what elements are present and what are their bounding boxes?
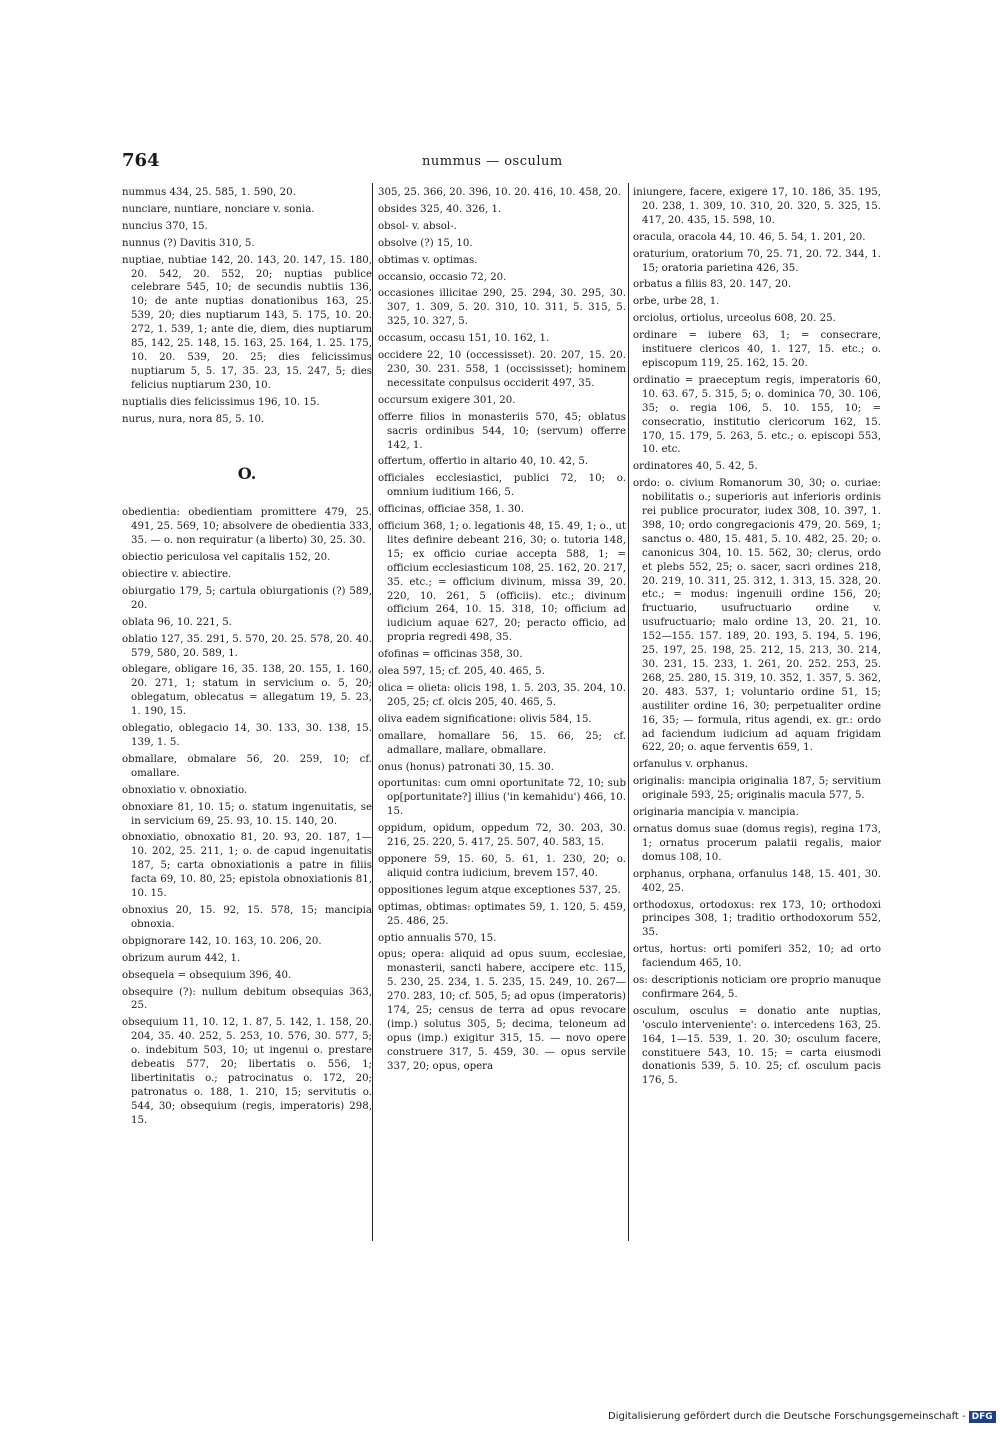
index-entry: officium 368, 1; o. legationis 48, 15. 49, 1; o., ut lites definire debeant 216, 30; o. tutoria 148, 15; ex officio curiae accepta 588, 1; = officium ecclesiasticum 108, 25. 162, 20. 217, 35. etc.; = officium divinum, missa 39, 20. 220, 10. 261, 5 (officiis). etc.; divinum officium 264, 10. 15. 318, 10; officium ad iudicium aquae 627, 20; peracto officio, ad propria regredi 498, 35. (378, 521, 627, 644)
index-entry: iniungere, facere, exigere 17, 10. 186, 35. 195, 20. 238, 1. 309, 10. 310, 20. 320, 5. 325, 15. 417, 20. 435, 15. 598, 10. (633, 187, 881, 226)
index-entry: oppositiones legum atque exceptiones 537, 25. (378, 884, 621, 896)
index-entry: orfanulus v. orphanus. (633, 759, 749, 771)
section-letter: O. (237, 463, 257, 483)
index-entry: oportunitas: cum omni oportunitate 72, 10; sub op[portunitate?] illius ('in kemahidu') 466, 10. 15. (378, 778, 626, 818)
index-entry: orphanus, orphana, orfanulus 148, 15. 401, 30. 402, 25. (633, 868, 881, 894)
index-entry: olica = olieta: olicis 198, 1. 5. 203, 35. 204, 10. 205, 25; cf. olcis 205, 40. 465, 5. (378, 683, 626, 708)
index-entry: ornatus domus suae (domus regis), regina 173, 1; ornatus procerum palatii regalis, maior domus 108, 10. (633, 823, 881, 863)
index-entry: offerre filios in monasteriis 570, 45; oblatus sacris ordinibus 544, 10; (servum) offerre 142, 1. (378, 411, 626, 451)
index-entry: obrizum aurum 442, 1. (122, 952, 241, 964)
index-entry: ordo: o. civium Romanorum 30, 30; o. curiae: nobilitatis o.; superioris aut inferioris ordinis rei publice procurator, iudex 308, 10. 397, 1. 398, 10; ordo congregacionis 479, 20. 569, 1; sanctus o. 480, 15. 481, 5. 10. 482, 25. 20; o. canonicus 304, 10. 15. 562, 30; clerus, ordo et plebs 552, 25; o. sacer, sacri ordines 218, 20. 219, 10. 311, 25. 312, 1. 313, 15. 328, 20. etc.; = modus: ingenuili ordine 156, 20; fructuario, usufructuario ordine v. usufructuario; malo ordine 13, 20. 21, 10. 152—155. 157. 189, 20. 193, 5. 194, 5. 196, 25. 197, 25. 198, 25. 212, 15. 213, 30. 214, 30. 231, 15. 233, 1. 261, 20. 252. 253, 25. 268, 25. 280, 15. 319, 10. 352, 1. 357, 5. 362, 20. 483. 537, 1; voluntario ordine 51, 15; austiliter ordine 16, 30; perpetualiter ordine 16, 35; — formula, ritus agendi, ex. gr.: ordo ad faciendum iudicium ad aquam frigidam 622, 20; o. aque ferventis 659, 1. (633, 478, 881, 754)
index-entry: officiales ecclesiastici, publici 72, 10; o. omnium iuditium 166, 5. (378, 473, 626, 499)
index-entry: ordinatores 40, 5. 42, 5. (633, 461, 758, 473)
index-entry: orciolus, ortiolus, urceolus 608, 20. 25. (633, 313, 836, 325)
index-entry: oblegare, obligare 16, 35. 138, 20. 155, 1. 160, 20. 271, 1; statum in servicium o. 5, 20; oblegatum, oblecatus = allegatum 19, 5. 23, 1. 190, 15. (122, 664, 372, 718)
index-entry: obpignorare 142, 10. 163, 10. 206, 20. (122, 935, 322, 947)
index-entry: obsol- v. absol-. (378, 220, 457, 232)
index-entry: originalis: mancipia originalia 187, 5; servitium originale 593, 25; originalis macula 577, 5. (633, 776, 881, 802)
index-entry: oblata 96, 10. 221, 5. (122, 616, 232, 628)
index-entry: osculum, osculus = donatio ante nuptias, 'osculo interveniente': o. intercedens 163, 25. 164, 1—15. 539, 1. 20. 30; osculum facere, constituere 543, 10. 15; = carta eiusmodi donationis 539, 5. 10. 25; cf. osculum pacis 176, 5. (633, 1005, 881, 1087)
index-entry: orbatus a filiis 83, 20. 147, 20. (633, 279, 792, 291)
column-1 (122, 186, 372, 1131)
index-entry: orbe, urbe 28, 1. (633, 296, 720, 308)
index-entry: obsolve (?) 15, 10. (378, 237, 473, 249)
footer (608, 1411, 996, 1423)
index-entry: optio annualis 570, 15. (378, 932, 497, 944)
running-head: nummus — osculum (422, 154, 563, 169)
index-entry: oblegatio, oblegacio 14, 30. 133, 30. 138, 15. 139, 1. 5. (122, 723, 372, 748)
index-entry: obiectio periculosa vel capitalis 152, 20. (122, 552, 331, 564)
index-entry: offertum, offertio in altario 40, 10. 42, 5. (378, 456, 589, 468)
index-entry: opus; opera: aliquid ad opus suum, ecclesiae, monasterii, sancti habere, accipere etc. 115, 5. 230, 25. 234, 1. 5. 235, 15. 249, 10. 267—270. 283, 10; cf. 505, 5; ad opus (imperatoris) 174, 25; census de terra ad opus revocare (imp.) solutus 305, 5; decima, teloneum ad opus (imp.) exigitur 315, 15. — novo opere construere 317, 5. 459, 30. — opus servile 337, 20; opus, opera (378, 949, 626, 1072)
index-entry: ofofinas = officinas 358, 30. (378, 649, 523, 661)
index-entry: olea 597, 15; cf. 205, 40. 465, 5. (378, 666, 545, 678)
column-rule (628, 183, 629, 1241)
footer-text: Digitalisierung gefördert durch die Deutsche Forschungsgemeinschaft - (608, 1411, 966, 1422)
index-entry: oppidum, opidum, oppedum 72, 30. 203, 30. 216, 25. 220, 5. 417, 25. 507, 40. 583, 15. (378, 823, 626, 849)
index-entry: obnoxiare 81, 10. 15; o. statum ingenuitatis, se in servicium 69, 25. 93, 10. 15. 140, 20. (122, 801, 372, 827)
index-entry: nuptialis dies felicissimus 196, 10. 15. (122, 396, 320, 408)
index-entry: occasiones illicitae 290, 25. 294, 30. 295, 30. 307, 1. 309, 5. 20. 310, 10. 311, 5. 315, 5. 325, 10. 327, 5. (378, 288, 626, 328)
index-entry: occursum exigere 301, 20. (378, 394, 516, 406)
index-entry: obtimas v. optimas. (378, 254, 478, 266)
index-entry: obedientia: obedientiam promittere 479, 25. 491, 25. 569, 10; absolvere de obedientia 333, 35. — o. non requiratur (a liberto) 30, 25. 30. (122, 507, 372, 547)
index-entry: occidere 22, 10 (occessisset). 20. 207, 15. 20. 230, 30. 231. 558, 1 (occississet); hominem necessitate conpulsus occiderit 497, 35. (378, 350, 626, 389)
index-entry: obiurgatio 179, 5; cartula obiurgationis (?) 589, 20. (122, 585, 372, 611)
page-header (122, 150, 630, 172)
index-entry: nummus 434, 25. 585, 1. 590, 20. (122, 187, 296, 198)
index-entry: obiectire v. abiectire. (122, 569, 232, 581)
index-entry: 305, 25. 366, 20. 396, 10. 20. 416, 10. 458, 20. (378, 187, 622, 198)
index-entry: omallare, homallare 56, 15. 66, 25; cf. admallare, mallare, obmallare. (378, 730, 626, 756)
index-entry: occasum, occasu 151, 10. 162, 1. (378, 333, 550, 345)
index-entry: oblatio 127, 35. 291, 5. 570, 20. 25. 578, 20. 40. 579, 580, 20. 589, 1. (122, 633, 372, 659)
index-entry: obsides 325, 40. 326, 1. (378, 203, 502, 215)
index-entry: ordinatio = praeceptum regis, imperatoris 60, 10. 63. 67, 5. 315, 5; o. dominica 70, 30. 106, 35; o. regia 106, 5. 10. 155, 10; = consecratio, institutio clericorum 162, 15. 170, 15. 179, 5. 263, 5. etc.; o. episcopi 553, 10. etc. (633, 374, 881, 456)
index-entry: nuncius 370, 15. (122, 220, 208, 232)
column-3 (633, 186, 881, 1091)
column-2 (378, 186, 626, 1077)
index-entry: os: descriptionis noticiam ore proprio manuque confirmare 264, 5. (633, 975, 881, 1000)
index-entry: opponere 59, 15. 60, 5. 61, 1. 230, 20; o. aliquid contra iudicium, brevem 157, 40. (378, 853, 626, 879)
index-entry: orthodoxus, ortodoxus: rex 173, 10; orthodoxi principes 308, 1; traditio orthodoxorum 552, 35. (633, 899, 881, 939)
index-entry: occansio, occasio 72, 20. (378, 271, 507, 283)
index-entry: obsequium 11, 10. 12, 1. 87, 5. 142, 1. 158, 20. 204, 35. 40. 252, 5. 253, 10. 576, 30. 577, 5; o. indebitum 503, 10; ut ingenui o. prestare debeatis 577, 20; libertatis o. 556, 1; libertinitatis o.; patrocinatus o. 172, 20; patronatus o. 188, 1. 210, 15; servitutis o. 544, 30; obsequium (regis, imperatoris) 298, 15. (122, 1017, 372, 1126)
index-entry: obsequela = obsequium 396, 40. (122, 969, 292, 981)
index-entry: ordinare = iubere 63, 1; = consecrare, instituere clericos 40, 1. 127, 15. etc.; o. episcopum 119, 25. 162, 15. 20. (633, 330, 881, 369)
index-entry: onus (honus) patronati 30, 15. 30. (378, 761, 554, 773)
index-entry: obmallare, obmalare 56, 20. 259, 10; cf. omallare. (122, 753, 372, 779)
index-entry: obsequire (?): nullum debitum obsequias 363, 25. (122, 986, 372, 1012)
index-entry: obnoxiatio, obnoxatio 81, 20. 93, 20. 187, 1—10. 202, 25. 211, 1; o. de capud ingenuitatis 187, 5; carta obnoxiationis a patre in filiis facta 69, 10. 80, 25; epistola obnoxiationis 81, 10. 15. (122, 832, 372, 900)
index-entry: obnoxiatio v. obnoxiatio. (122, 784, 248, 796)
index-entry: optimas, obtimas: optimates 59, 1. 120, 5. 459, 25. 486, 25. (378, 901, 626, 927)
index-entry: obnoxius 20, 15. 92, 15. 578, 15; mancipia obnoxia. (122, 904, 372, 930)
index-entry: oraturium, oratorium 70, 25. 71, 20. 72. 344, 1. 15; oratoria parietina 426, 35. (633, 248, 881, 274)
page-number: 764 (122, 150, 160, 171)
index-entry: oracula, oracola 44, 10. 46, 5. 54, 1. 201, 20. (633, 231, 866, 243)
index-entry: nuptiae, nubtiae 142, 20. 143, 20. 147, 15. 180, 20. 542, 20. 552, 20; nuptias publice celebrare 545, 10; de secundis nubtiis 136, 10; de ante nuptias donationibus 163, 25. 539, 20; dies nuptiarum 143, 5. 175, 10. 20. 272, 1. 539, 1; ante die, diem, dies nuptiarum 85, 142, 25. 148, 15. 163, 25. 164, 1. 25. 175, 10. 20. 539, 20. 25; dies felicissimus nuptiarum 5, 5. 17, 35. 23, 15. 247, 5; dies felicius nuptiarum 230, 10. (122, 254, 372, 391)
dfg-logo: DFG (969, 1411, 996, 1423)
index-entry: nurus, nura, nora 85, 5. 10. (122, 413, 265, 425)
index-entry: nunnus (?) Davitis 310, 5. (122, 237, 255, 249)
index-entry: nunciare, nuntiare, nonciare v. sonia. (122, 203, 315, 215)
index-entry: originaria mancipia v. mancipia. (633, 807, 799, 819)
index-entry: officinas, officiae 358, 1. 30. (378, 504, 524, 516)
index-entry: ortus, hortus: orti pomiferi 352, 10; ad orto faciendum 465, 10. (633, 944, 881, 970)
column-rule (372, 183, 373, 1241)
index-entry: oliva eadem significatione: olivis 584, 15. (378, 713, 592, 725)
